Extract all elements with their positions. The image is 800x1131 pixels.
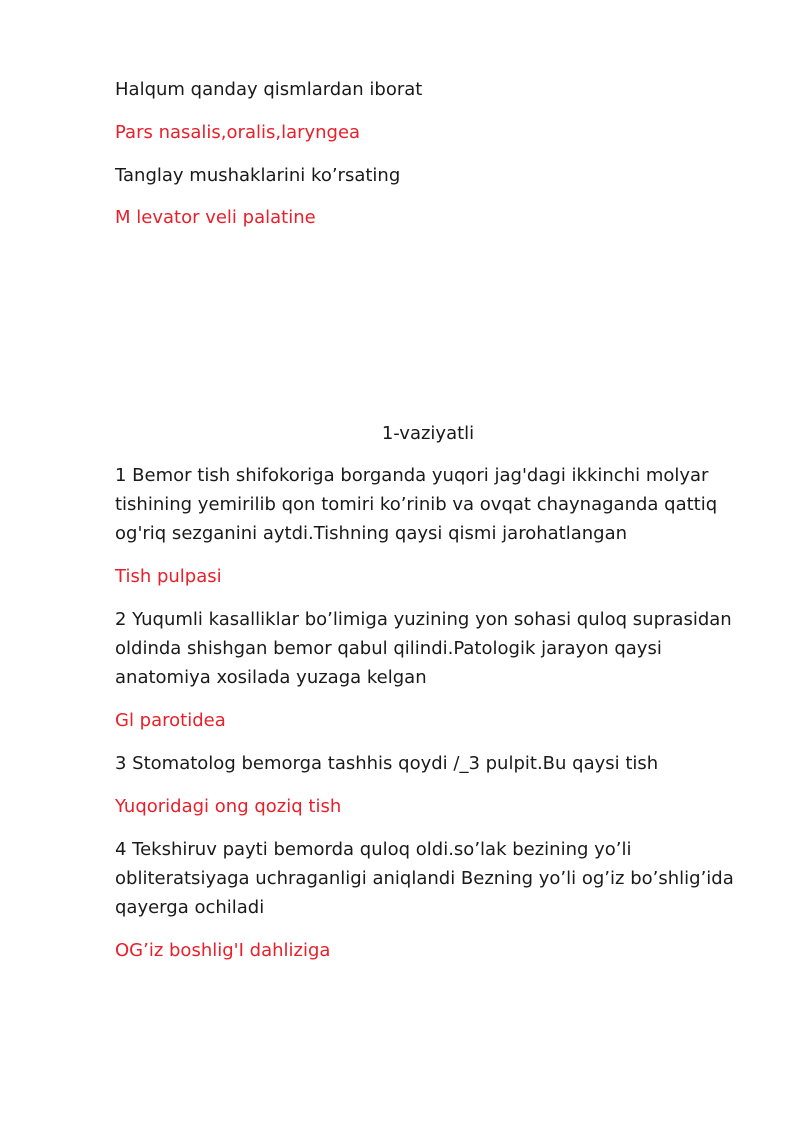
case-3-answer: Yuqoridagi ong qoziq tish [115,796,342,817]
case-4-question: 4 Tekshiruv payti bemorda quloq oldi.so’lak bezining yo’li obliteratsiyaga uchraganligi aniqlandi Bezning yo’li og’iz bo’shlig’ida qayerga ochiladi [115,839,734,918]
question-1: Halqum qanday qismlardan iborat [115,79,423,100]
case-3-question: 3 Stomatolog bemorga tashhis qoydi /_3 pulpit.Bu qaysi tish [115,753,659,774]
case-1-answer: Tish pulpasi [115,566,222,587]
case-4-answer: OG’iz boshlig'I dahliziga [115,940,331,961]
answer-2: M levator veli palatine [115,207,316,228]
section-title: 1-vaziyatli [381,423,475,444]
case-1-question: 1 Bemor tish shifokoriga borganda yuqori jag'dagi ikkinchi molyar tishining yemirilib qon tomiri ko’rinib va ovqat chaynaganda qattiq og'riq sezganini aytdi.Tishning qaysi qismi jarohatlangan [115,465,718,544]
answer-1: Pars nasalis,oralis,laryngea [115,122,361,143]
case-2-question: 2 Yuqumli kasalliklar bo’limiga yuzining yon sohasi quloq suprasidan oldinda shishgan bemor qabul qilindi.Patologik jarayon qaysi anatomiya xosilada yuzaga kelgan [115,609,732,688]
question-2: Tanglay mushaklarini ko’rsating [115,165,401,186]
case-2-answer: Gl parotidea [115,710,226,731]
